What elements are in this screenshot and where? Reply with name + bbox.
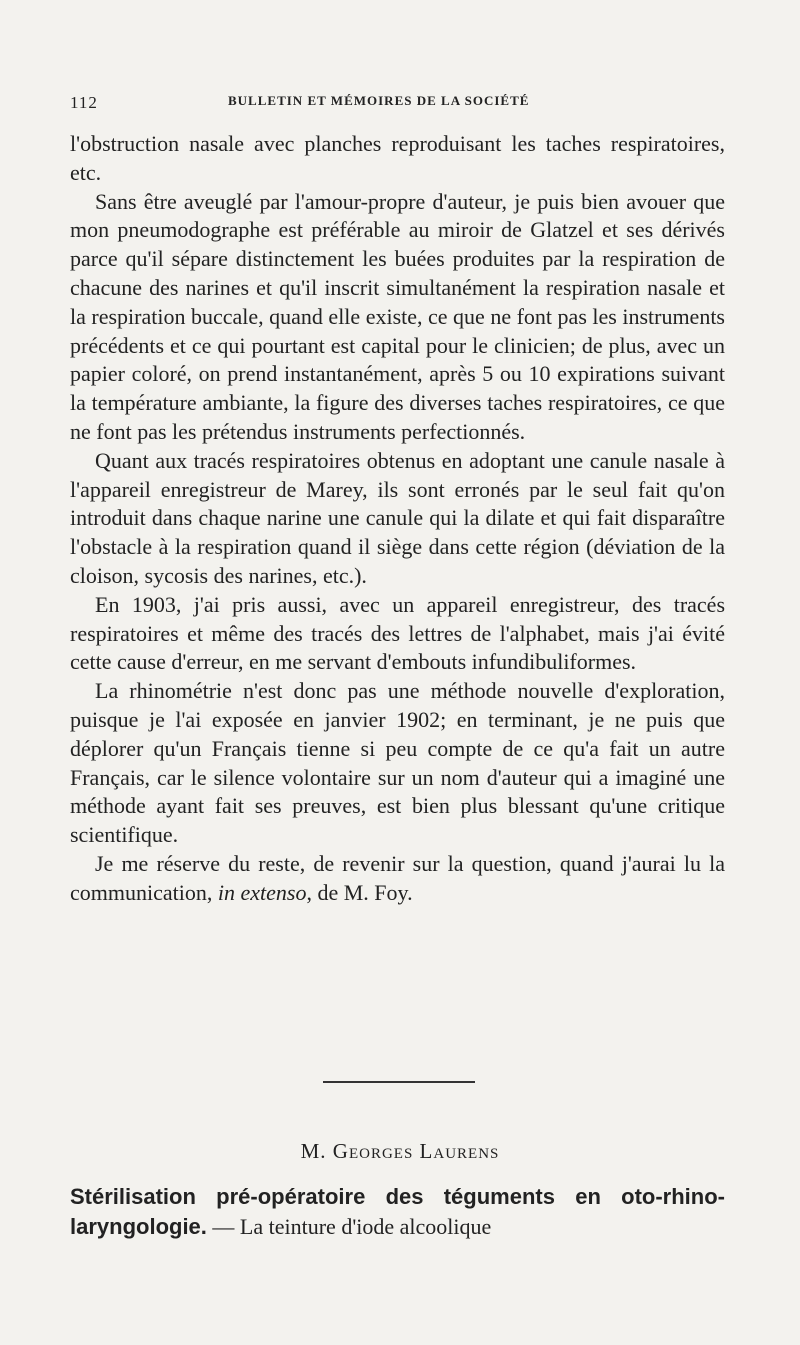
paragraph	[70, 850, 725, 908]
paragraph-text: , de M. Foy.	[306, 879, 413, 905]
paragraph: La rhinométrie n'est donc pas une méthode nouvelle d'exploration, puisque je l'ai exposée en janvier 1902; en terminant, je ne puis que déplorer qu'un Français tienne si peu compte de ce qu'a fait un autre Français, car le silence volontaire sur un nom d'auteur qui a imaginé une méthode ayant fait ses preuves, est bien plus blessant qu'une critique scientifique.	[70, 678, 725, 848]
section-text: — La teinture d'iode alcoolique	[206, 1214, 492, 1239]
next-section	[70, 1182, 725, 1242]
section-divider	[323, 1081, 475, 1083]
author-prefix: M.	[300, 1139, 333, 1163]
page-number: 112	[70, 93, 98, 112]
section-title: Stérilisation pré-opératoire des téguments en oto-rhino-laryngologie.	[70, 1184, 725, 1239]
paragraph: Quant aux tracés respiratoires obtenus en adoptant une canule nasale à l'appareil enregistreur de Marey, ils sont erronés par le seul fait qu'on introduit dans chaque narine une canule qui la dilate et qui fait disparaître l'obstacle à la respiration quand il siège dans cette région (déviation de la cloison, sycosis des narines, etc.).	[70, 447, 725, 588]
author-signature	[0, 1139, 800, 1164]
author-name: Georges Laurens	[332, 1139, 500, 1163]
body-text	[70, 130, 725, 908]
paragraph: En 1903, j'ai pris aussi, avec un appareil enregistreur, des tracés respiratoires et même des tracés des lettres de l'alphabet, mais j'ai évité cette cause d'erreur, en me servant d'embouts infundibuliformes.	[70, 591, 725, 675]
paragraph: Sans être aveuglé par l'amour-propre d'auteur, je puis bien avouer que mon pneumodographe est préférable au miroir de Glatzel et ses dérivés parce qu'il sépare distinctement les buées produites par la respiration de chacune des narines et qu'il inscrit simultanément la respiration nasale et la respiration buccale, quand elle existe, ce que ne font pas les instruments précédents et ce qui pourtant est capital pour le clinicien; de plus, avec un papier coloré, on prend instantanément, après 5 ou 10 expirations suivant la température ambiante, la figure des diverses taches respiratoires, ce que ne font pas les prétendus instruments perfectionnés.	[70, 188, 725, 444]
paragraph-text: Je me réserve du reste, de revenir sur la question, quand j'aurai lu la communication,	[70, 850, 725, 905]
running-header: BULLETIN ET MÉMOIRES DE LA SOCIÉTÉ	[228, 93, 530, 108]
italic-text: in extenso	[217, 879, 307, 905]
paragraph: l'obstruction nasale avec planches reproduisant les taches respiratoires, etc.	[70, 131, 725, 185]
